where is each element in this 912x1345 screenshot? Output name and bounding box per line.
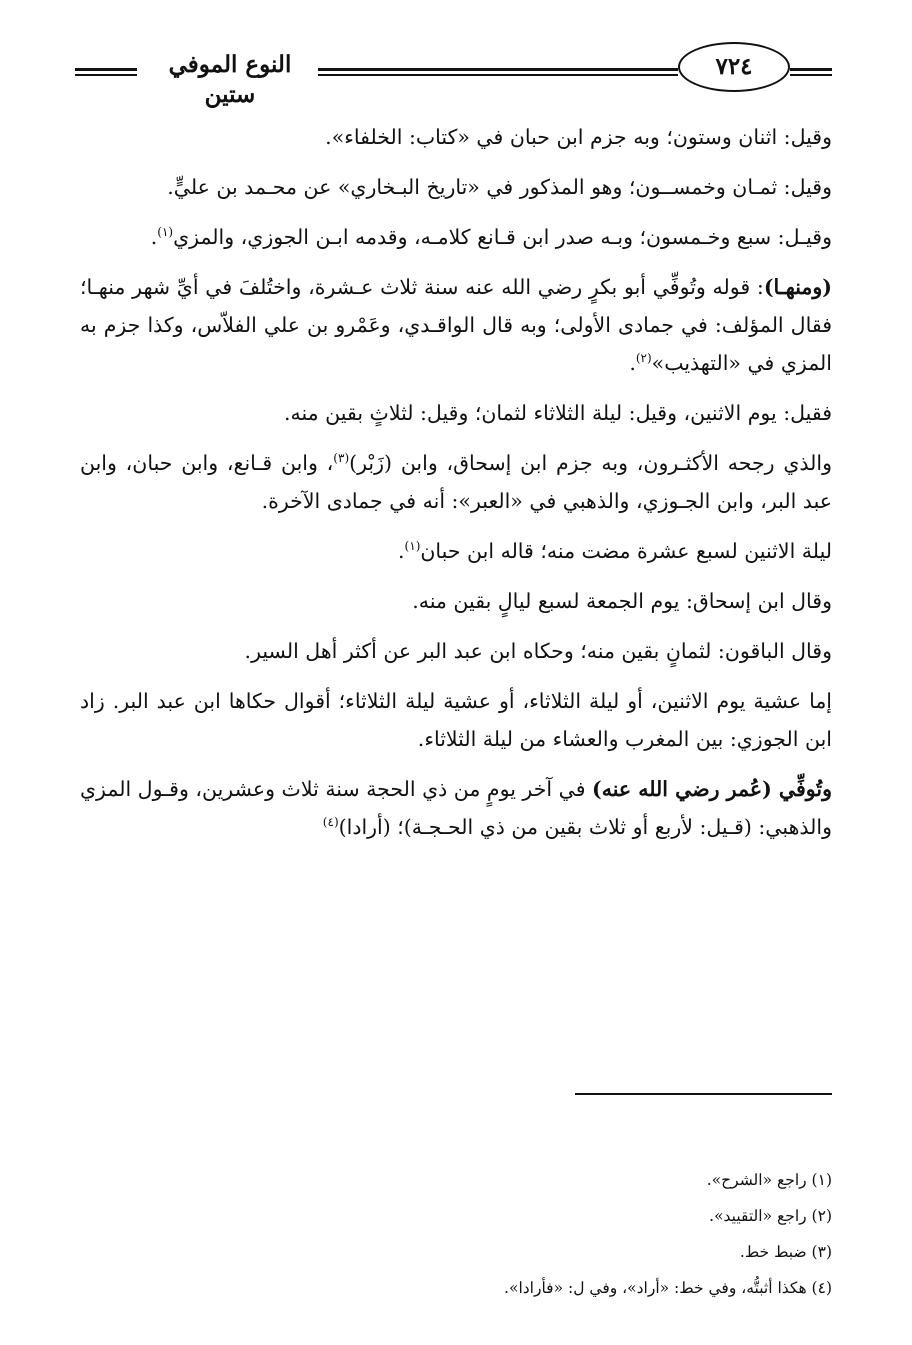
paragraph xyxy=(80,168,832,206)
paragraph xyxy=(80,394,832,432)
paragraph-text: في آخر يومٍ من ذي الحجة سنة ثلاث وعشرين، وقـول المزي والذهبي: (قـيل: لأربع أو ثلاث بقين من ذي الحـجـة)؛ (أرادا) xyxy=(80,777,832,839)
paragraph-text: والذي رجحه الأكثـرون، وبه جزم ابن إسحاق، وابن (زَبْر) xyxy=(349,451,832,475)
paragraph-text-tail: . xyxy=(150,225,158,249)
header-rule-right xyxy=(790,68,832,71)
paragraph-text: : قوله وتُوفِّي أبو بكرٍ رضي الله عنه سنة ثلاث عـشرة، واختُلفَ في أيِّ شهر منهـا؛ فقال المؤلف: في جمادى الأولى؛ وبه قال الواقـدي، وعَمْرو بن علي الفلاّس، وكذا جزم به المزي في «التهذيب» xyxy=(80,275,832,375)
paragraph xyxy=(80,444,832,520)
footnote-ref: (٤) xyxy=(322,815,339,830)
paragraph-text: وقال ابن إسحاق: يوم الجمعة لسبع ليالٍ بقين منه. xyxy=(412,589,832,613)
footnote: (١) راجع «الشرح». xyxy=(706,1171,832,1189)
chapter-title: النوع الموفي ستين xyxy=(168,51,292,108)
footnote-ref: (١) xyxy=(157,225,174,240)
paragraph xyxy=(80,682,832,758)
paragraph-text: فقيل: يوم الاثنين، وقيل: ليلة الثلاثاء لثمان؛ وقيل: لثلاثٍ بقين منه. xyxy=(283,401,832,425)
paragraph-text: وقيـل: سبع وخـمسون؛ وبـه صدر ابن قـانع كلامـه، وقدمه ابـن الجوزي، والمزي xyxy=(173,225,832,249)
footnotes xyxy=(80,1162,832,1306)
paragraph xyxy=(80,118,832,156)
footnote-separator xyxy=(575,1093,832,1095)
paragraph xyxy=(80,770,832,846)
paragraph xyxy=(80,218,832,256)
paragraph-text: وقيل: اثنان وستون؛ وبه جزم ابن حبان في «كتاب: الخلفاء». xyxy=(325,125,832,149)
footnote: (٢) راجع «التقييد». xyxy=(709,1207,832,1225)
paragraph xyxy=(80,632,832,670)
footnote-ref: (٣) xyxy=(333,451,350,466)
paragraph-text-tail: ، وابن قـانع، وابن حبان، وابن عبد البر، وابن الجـوزي، والذهبي في «العبر»: أنه في جمادى الآخرة. xyxy=(80,451,832,513)
main-text xyxy=(80,118,832,858)
footnote-ref: (١) xyxy=(404,539,421,554)
paragraph xyxy=(80,532,832,570)
header-rule-middle xyxy=(318,68,678,71)
footnote-ref: (٢) xyxy=(635,351,652,366)
bold-lead: وتُوفِّي (عُمر رضي الله عنه) xyxy=(592,777,832,801)
header-rule-left xyxy=(75,68,137,71)
paragraph-text-tail: . xyxy=(398,539,405,563)
paragraph-text: إما عشية يوم الاثنين، أو ليلة الثلاثاء، أو عشية ليلة الثلاثاء؛ أقوال حكاها ابن عبد البر. زاد ابن الجوزي: بين المغرب والعشاء من ليلة الثلاثاء. xyxy=(80,689,832,751)
paragraph-text-tail: . xyxy=(629,351,636,375)
paragraph-text: ليلة الاثنين لسبع عشرة مضت منه؛ قاله ابن حبان xyxy=(420,539,832,563)
bold-lead: (ومنهـا) xyxy=(763,275,832,299)
paragraph xyxy=(80,268,832,382)
paragraph-text: وقيل: ثمـان وخمســون؛ وهو المذكور في «تاريخ البـخاري» عن محـمد بن عليٍّ. xyxy=(167,175,832,199)
footnote: (٤) هكذا أثبتُّه، وفي خط: «أراد»، وفي ل: «فأرادا». xyxy=(504,1279,832,1297)
footnote: (٣) ضبط خط. xyxy=(739,1243,832,1261)
paragraph xyxy=(80,582,832,620)
paragraph-text: وقال الباقون: لثمانٍ بقين منه؛ وحكاه ابن عبد البر عن أكثر أهل السير. xyxy=(244,639,832,663)
page-number: ٧٢٤ xyxy=(678,42,790,92)
